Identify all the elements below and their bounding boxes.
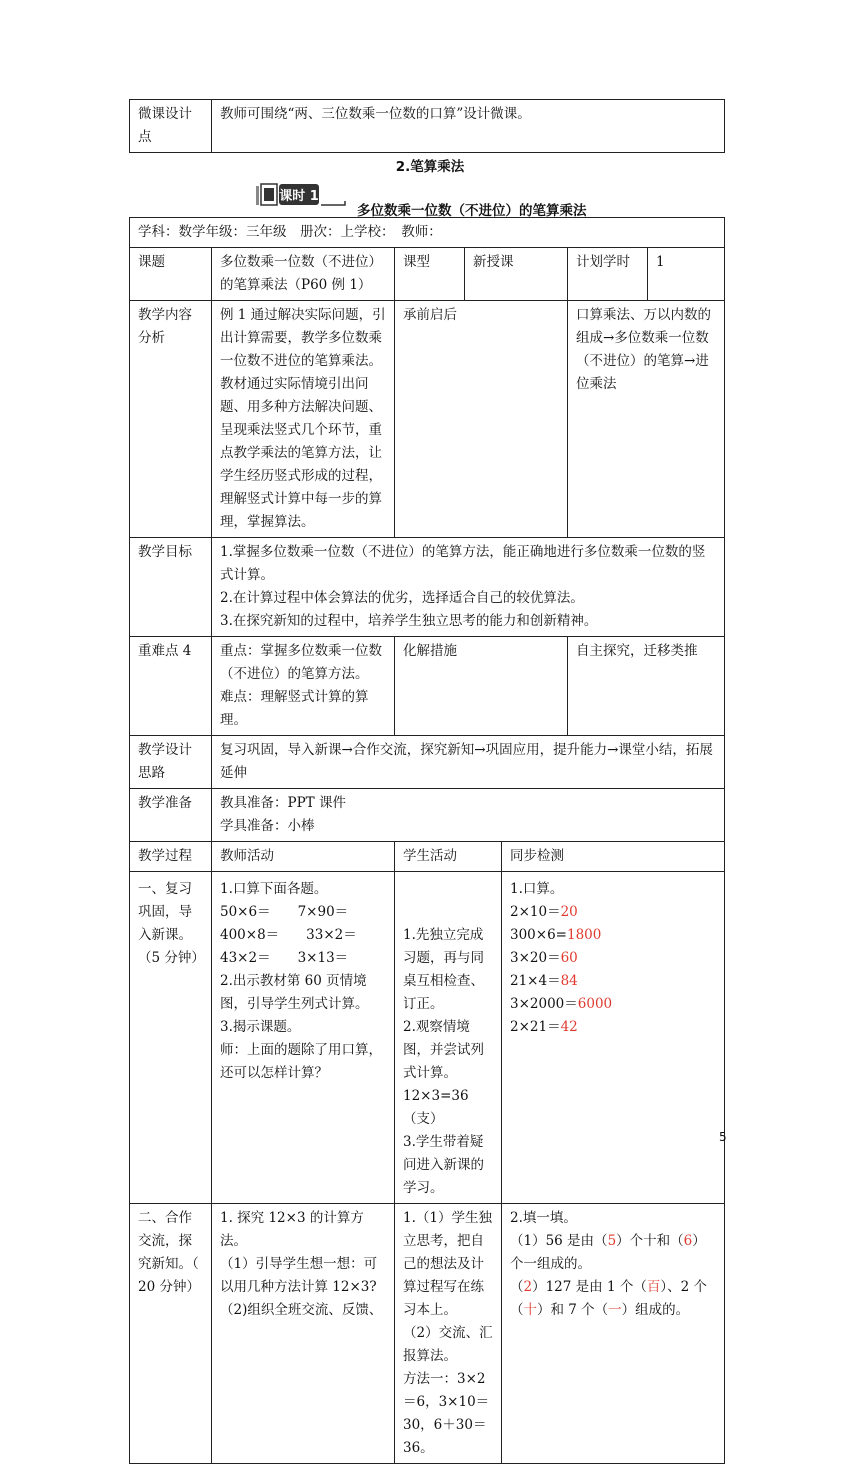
micro-lesson-label: 微课设计点 <box>130 100 212 153</box>
student-line: 方法一：3×2＝6，3×10＝30，6＋30＝36。 <box>403 1371 490 1456</box>
goal-item: 1.掌握多位数乘一位数（不进位）的笔算方法，能正确地进行多位数乘一位数的竖式计算。 <box>220 544 706 583</box>
prep-value <box>212 789 725 842</box>
student-line: （2）交流、汇报算法。 <box>403 1325 493 1364</box>
teacher-line: 43×2＝ 3×13＝ <box>220 950 349 966</box>
teacher-line: 1. 探究 12×3 的计算方法。 <box>220 1210 364 1249</box>
check-fill-1: （1）56 是由（5）个十和（6）个一组成的。 <box>510 1233 706 1272</box>
teacher-line: 400×8＝ 33×2＝ <box>220 927 357 943</box>
keypoint-item: 难点：理解竖式计算的算理。 <box>220 689 369 728</box>
check-item: 2×21＝42 <box>510 1019 578 1035</box>
stage1-check <box>502 872 725 1204</box>
student-line: 1.先独立完成习题，再与同桌互相检查、订正。 <box>403 927 484 1012</box>
meta-row: 学科：数学年级：三年级 册次：上学校： 教师： <box>130 218 725 248</box>
student-line: 3.学生带着疑问进入新课的学习。 <box>403 1134 484 1196</box>
check-answer: 42 <box>560 1019 578 1035</box>
check-title: 1.口算。 <box>510 881 564 897</box>
goals-label: 教学目标 <box>130 538 212 637</box>
design-value: 复习巩固，导入新课→合作交流，探究新知→巩固应用，提升能力→课堂小结，拓展延伸 <box>212 736 725 789</box>
teacher-line: （1）引导学生想一想：可以用几种方法计算 12×3? <box>220 1256 378 1295</box>
teacher-line: （2)组织全班交流、反馈、 <box>220 1302 383 1318</box>
teacher-line: 3.揭示课题。 <box>220 1019 301 1035</box>
keypoint-item: 重点：掌握多位数乘一位数（不进位）的笔算方法。 <box>220 643 382 682</box>
resolve-value: 自主探究，迁移类推 <box>568 637 725 736</box>
hours-value: 1 <box>648 248 725 301</box>
topic-value: 多位数乘一位数（不进位）的笔算乘法（P60 例 1） <box>212 248 395 301</box>
stage2-teacher <box>212 1204 395 1464</box>
student-line: 1.（1）学生独立思考，把自己的想法及计算过程写在练习本上。 <box>403 1210 492 1318</box>
section-heading: 2.笔算乘法 <box>395 159 465 175</box>
keypoints-value <box>212 637 395 736</box>
stage1-teacher <box>212 872 395 1204</box>
micro-lesson-content: 教师可围绕“两、三位数乘一位数的口算”设计微课。 <box>212 100 725 153</box>
lesson-title: 多位数乘一位数（不进位）的笔算乘法 <box>357 203 587 219</box>
goal-item: 3.在探究新知的过程中，培养学生独立思考的能力和创新精神。 <box>220 613 598 629</box>
student-line: 12×3=36（支） <box>403 1088 469 1127</box>
check-fill-2: （2）127 是由 1 个（百）、2 个（十）和 7 个（一）组成的。 <box>510 1279 707 1318</box>
stage2-check <box>502 1204 725 1464</box>
check-item: 21×4＝84 <box>510 973 578 989</box>
check-item: 3×20＝60 <box>510 950 578 966</box>
check-answer: 60 <box>560 950 578 966</box>
hours-label: 计划学时 <box>568 248 648 301</box>
process-header-student: 学生活动 <box>395 842 502 872</box>
topic-label: 课题 <box>130 248 212 301</box>
stage2-student <box>395 1204 502 1464</box>
process-header-check: 同步检测 <box>502 842 725 872</box>
stage2-label: 二、合作交流，探究新知。（ 20 分钟） <box>130 1204 212 1464</box>
teacher-line: 50×6＝ 7×90＝ <box>220 904 349 920</box>
goals-value <box>212 538 725 637</box>
teacher-line: 师：上面的题除了用口算，还可以怎样计算？ <box>220 1042 382 1081</box>
check-title: 2.填一填。 <box>510 1210 577 1226</box>
check-answer: 84 <box>560 973 578 989</box>
check-answer: 20 <box>560 904 578 920</box>
check-answer: 1800 <box>566 927 602 943</box>
prep-item: 教具准备：PPT 课件 <box>220 795 346 811</box>
keypoints-label: 重难点 4 <box>130 637 212 736</box>
goal-item: 2.在计算过程中体会算法的优劣，选择适合自己的较优算法。 <box>220 590 584 606</box>
type-value: 新授课 <box>465 248 568 301</box>
design-label: 教学设计思路 <box>130 736 212 789</box>
process-header-teacher: 教师活动 <box>212 842 395 872</box>
process-header-stage: 教学过程 <box>130 842 212 872</box>
type-label: 课型 <box>395 248 465 301</box>
teacher-line: 1.口算下面各题。 <box>220 881 328 897</box>
stage1-student <box>395 872 502 1204</box>
check-item: 3×2000＝6000 <box>510 996 613 1012</box>
connect-label: 承前启后 <box>395 301 568 538</box>
lesson-badge-text: 课时 1 <box>279 189 319 204</box>
micro-lesson-table <box>129 99 725 153</box>
analysis-label: 教学内容分析 <box>130 301 212 538</box>
teacher-line: 2.出示教材第 60 页情境图，引导学生列式计算。 <box>220 973 369 1012</box>
check-item: 300×6=1800 <box>510 927 602 943</box>
prep-item: 学具准备：小棒 <box>220 818 315 834</box>
check-answer: 6000 <box>577 996 613 1012</box>
resolve-label: 化解措施 <box>395 637 568 736</box>
check-item: 2×10＝20 <box>510 904 578 920</box>
prep-label: 教学准备 <box>130 789 212 842</box>
lesson-plan-table <box>129 217 725 1464</box>
student-line: 2.观察情境图，并尝试列式计算。 <box>403 1019 484 1081</box>
lesson-badge-icon <box>255 181 347 207</box>
connect-value: 口算乘法、万以内数的组成→多位数乘一位数（不进位）的笔算→进位乘法 <box>568 301 725 538</box>
analysis-value: 例 1 通过解决实际问题，引出计算需要，教学多位数乘一位数不进位的笔算乘法。教材通过实际情境引出问题、用多种方法解决问题、呈现乘法竖式几个环节，重点教学乘法的笔算方法，让学生经历竖式形成的过程，理解竖式计算中每一步的算理，掌握算法。 <box>212 301 395 538</box>
page-number: 5 <box>719 1130 727 1144</box>
stage1-label: 一、复习巩固，导入新课。（5 分钟） <box>130 872 212 1204</box>
